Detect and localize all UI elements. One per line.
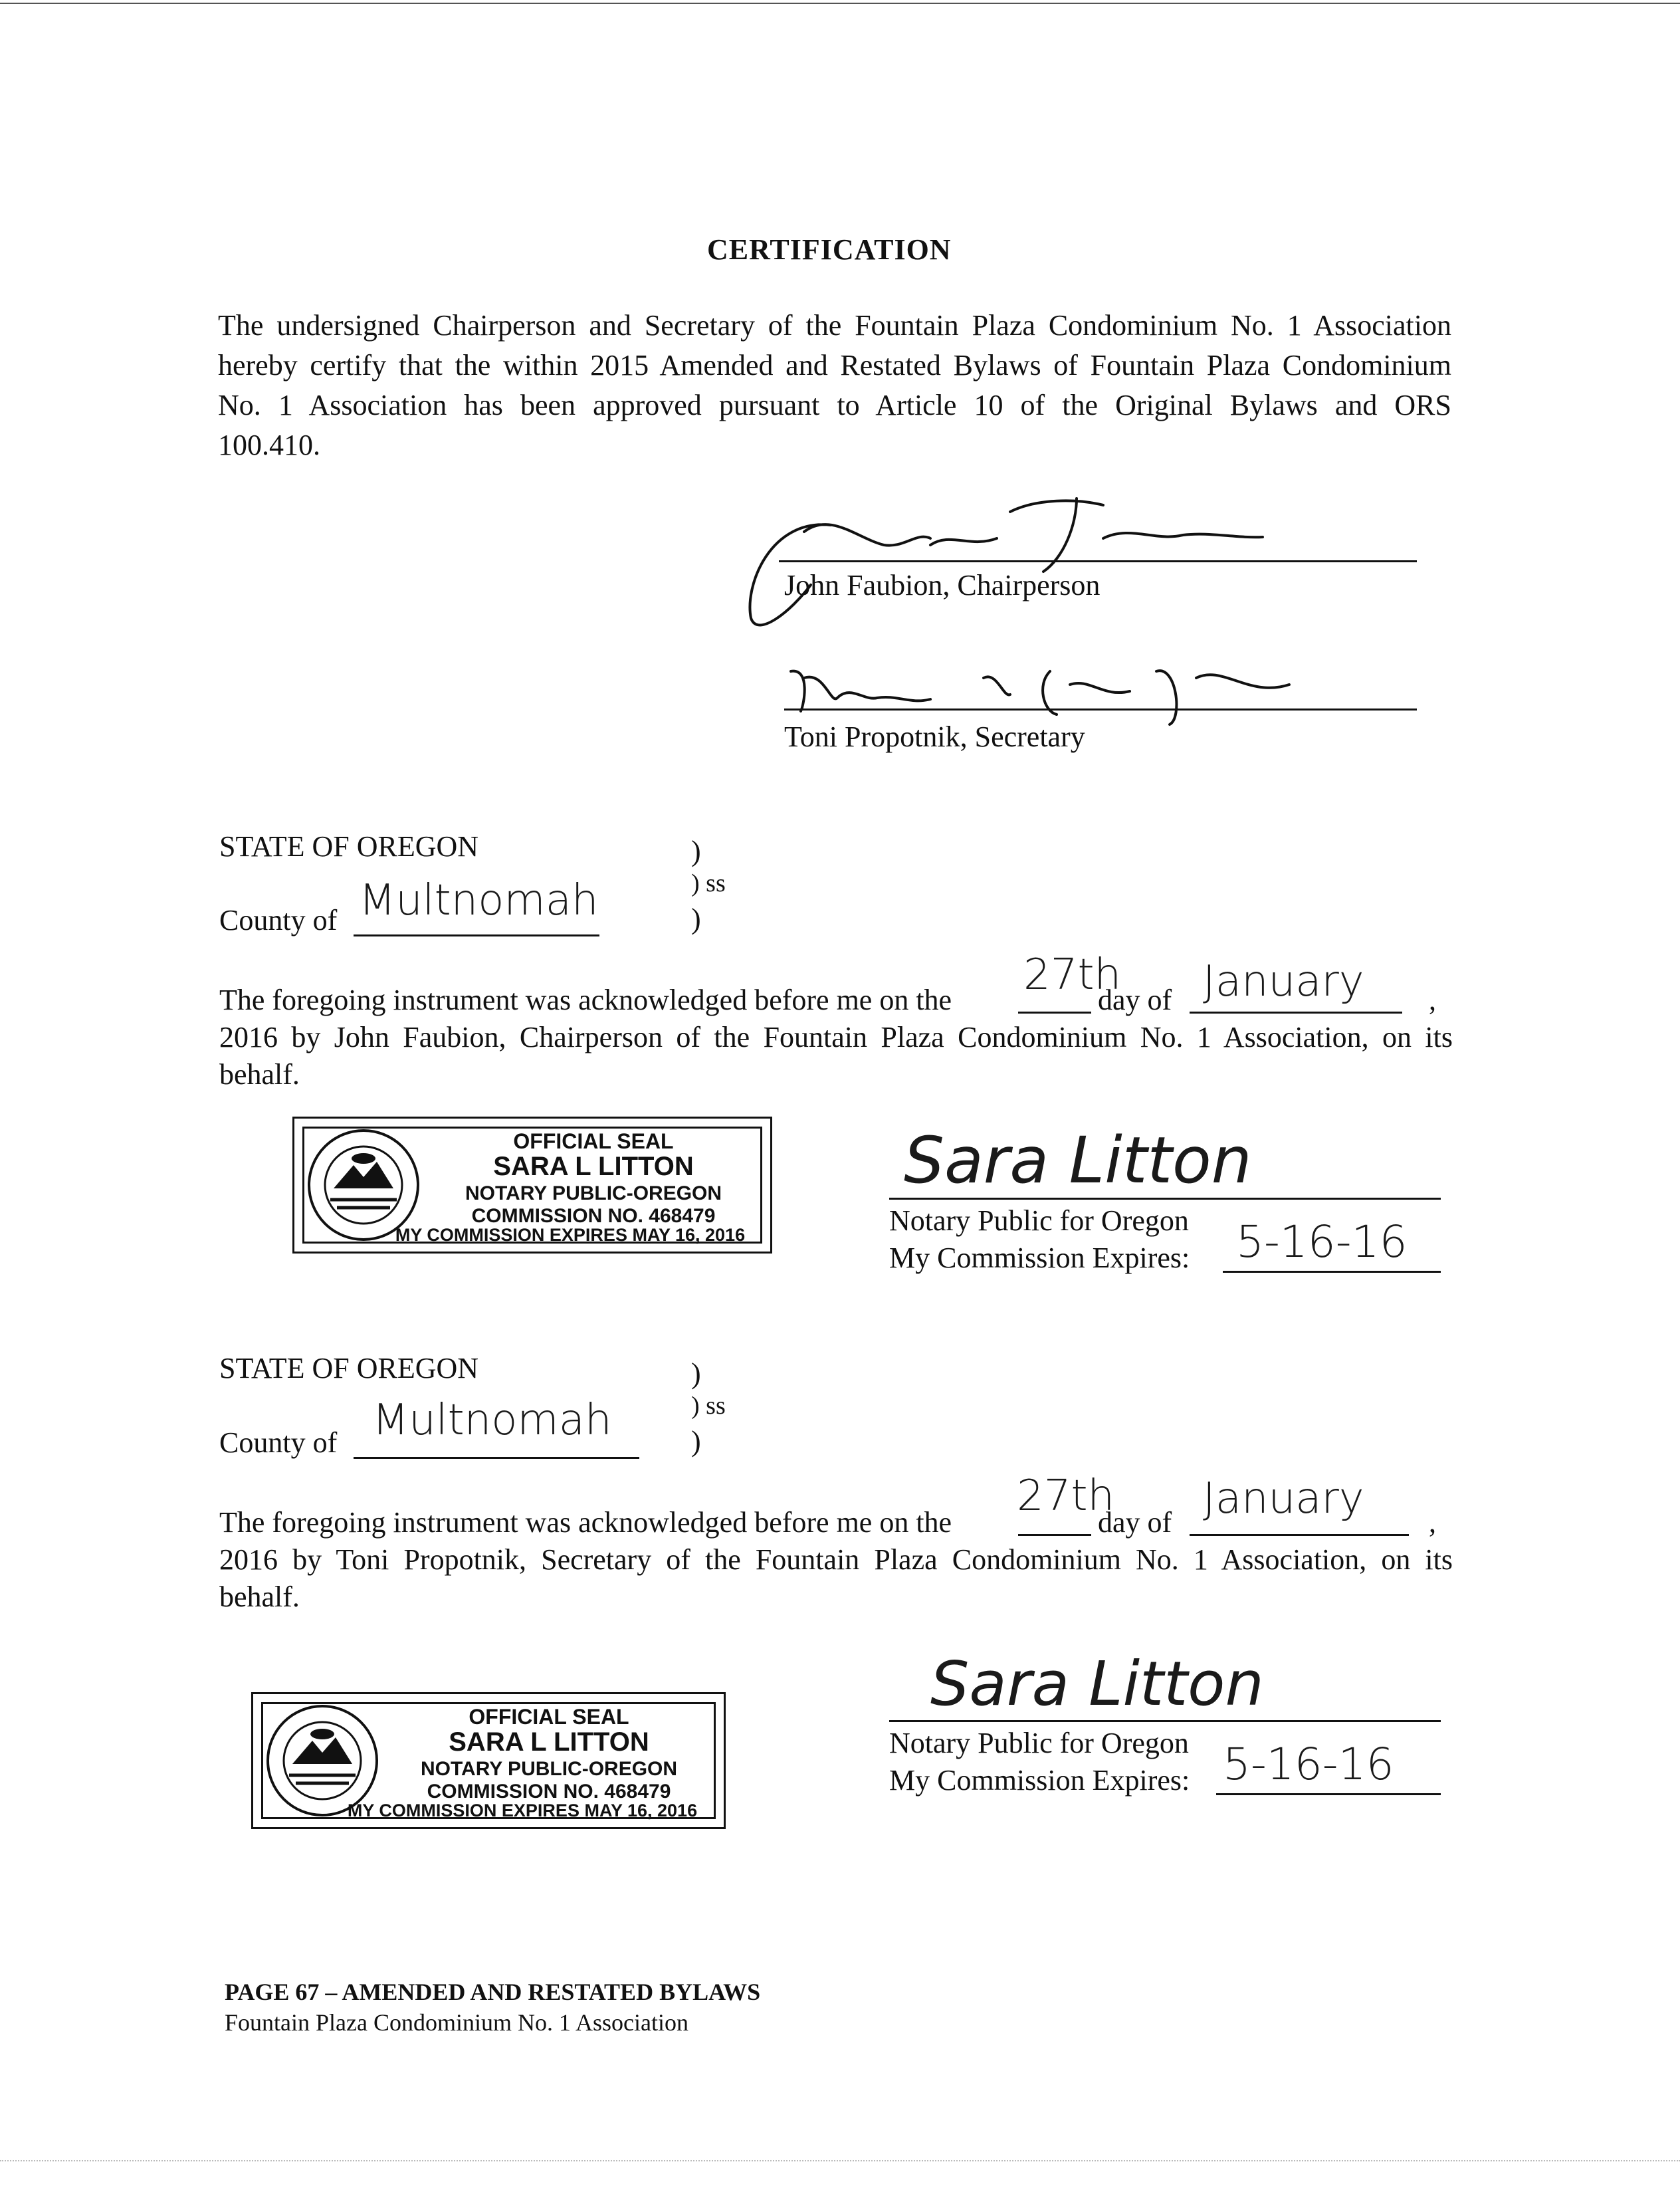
ack1-line-c: behalf.	[219, 1058, 300, 1091]
intro-line: No. 1 Association has been approved pursuant to Article 10 of the Original Bylaws and ORS	[218, 389, 1451, 421]
ack1-paren: )	[691, 903, 701, 935]
ack1-comma: ,	[1429, 984, 1436, 1016]
ack1-day-line	[1018, 1012, 1091, 1014]
ack1-expires-value: 5-16-16	[1236, 1216, 1408, 1267]
seal-notary: NOTARY PUBLIC-OREGON	[465, 1182, 722, 1204]
ack2-paren: )	[691, 1425, 701, 1458]
intro-line: hereby certify that the within 2015 Amended and Restated Bylaws of Fountain Plaza Condominium	[218, 349, 1451, 382]
seal-commission: COMMISSION NO. 468479	[427, 1781, 671, 1803]
secretary-signature-line	[784, 709, 1417, 710]
ack2-line-c: behalf.	[219, 1581, 300, 1613]
seal-notary: NOTARY PUBLIC-OREGON	[420, 1758, 678, 1780]
ack2-county-line	[354, 1457, 639, 1459]
intro-line: 100.410.	[218, 429, 320, 461]
chair-signature-line	[779, 560, 1417, 562]
seal-commission: COMMISSION NO. 468479	[471, 1205, 716, 1227]
ack2-notary-line	[889, 1720, 1441, 1722]
ack1-expires-line	[1223, 1271, 1441, 1273]
ack1-county-label: County of	[219, 904, 338, 936]
footer-page-label: PAGE 67 – AMENDED AND RESTATED BYLAWS	[225, 1979, 761, 2005]
page-title: CERTIFICATION	[707, 233, 952, 266]
seal-expires: MY COMMISSION EXPIRES MAY 16, 2016	[395, 1225, 746, 1245]
ack2-expires-line	[1216, 1793, 1441, 1795]
notary-seal	[292, 1117, 772, 1254]
ack1-day-of: day of	[1098, 984, 1172, 1016]
seal-official: OFFICIAL SEAL	[513, 1129, 674, 1153]
ack1-month-line	[1190, 1012, 1402, 1014]
ack2-month-line	[1190, 1534, 1409, 1536]
scan-edge-top	[0, 3, 1680, 4]
ack2-line-b: 2016 by Toni Propotnik, Secretary of the Fountain Plaza Condominium No. 1 Association, on its	[219, 1543, 1453, 1576]
intro-paragraph	[218, 306, 1451, 465]
ack1-county-value: Multnomah	[359, 876, 599, 925]
ack2-day-line	[1018, 1534, 1091, 1536]
seal-expires: MY COMMISSION EXPIRES MAY 16, 2016	[347, 1801, 698, 1820]
ack2-state: STATE OF OREGON	[219, 1352, 479, 1384]
ack2-notary-public: Notary Public for Oregon	[889, 1727, 1189, 1759]
ack1-line-b: 2016 by John Faubion, Chairperson of the Fountain Plaza Condominium No. 1 Association, on its	[219, 1021, 1453, 1053]
notary-seal	[251, 1692, 726, 1829]
chair-name: John Faubion, Chairperson	[784, 569, 1101, 601]
seal-name: SARA L LITTON	[493, 1152, 694, 1181]
scan-edge-bottom	[0, 2160, 1680, 2161]
ack2-county-label: County of	[219, 1426, 338, 1459]
secretary-name: Toni Propotnik, Secretary	[784, 720, 1085, 753]
ack2-day-of: day of	[1098, 1506, 1172, 1539]
ack2-month-value: January	[1203, 1474, 1364, 1523]
ack2-day-value: 27th	[1017, 1472, 1115, 1521]
ack1-commission-label: My Commission Expires:	[889, 1242, 1190, 1274]
ack1-day-value: 27th	[1023, 950, 1122, 1000]
ack1-state: STATE OF OREGON	[219, 830, 479, 863]
ack1-notary-signature: Sara Litton	[904, 1123, 1252, 1198]
ack1-line-a: The foregoing instrument was acknowledged before me on the	[219, 984, 952, 1016]
ack1-county-line	[354, 934, 599, 936]
footer-association: Fountain Plaza Condominium No. 1 Association	[225, 2009, 688, 2036]
ack2-paren: )	[691, 1357, 701, 1390]
ack2-expires-value: 5-16-16	[1223, 1739, 1394, 1790]
ack2-comma: ,	[1429, 1506, 1436, 1539]
ack2-commission-label: My Commission Expires:	[889, 1764, 1190, 1797]
ack1-paren: )	[691, 835, 701, 867]
ack2-notary-signature: Sara Litton	[930, 1648, 1264, 1719]
ack1-month-value: January	[1203, 957, 1364, 1006]
ack1-ss: ) ss	[691, 869, 726, 897]
intro-line: The undersigned Chairperson and Secretary of the Fountain Plaza Condominium No. 1 Association	[218, 309, 1451, 342]
ack1-notary-line	[889, 1198, 1441, 1200]
seal-official: OFFICIAL SEAL	[469, 1705, 629, 1729]
ack2-line-a: The foregoing instrument was acknowledged before me on the	[219, 1506, 952, 1539]
ack2-ss: ) ss	[691, 1392, 726, 1420]
seal-name: SARA L LITTON	[449, 1727, 649, 1757]
ack1-notary-public: Notary Public for Oregon	[889, 1204, 1189, 1237]
ack2-county-value: Multnomah	[372, 1396, 612, 1445]
